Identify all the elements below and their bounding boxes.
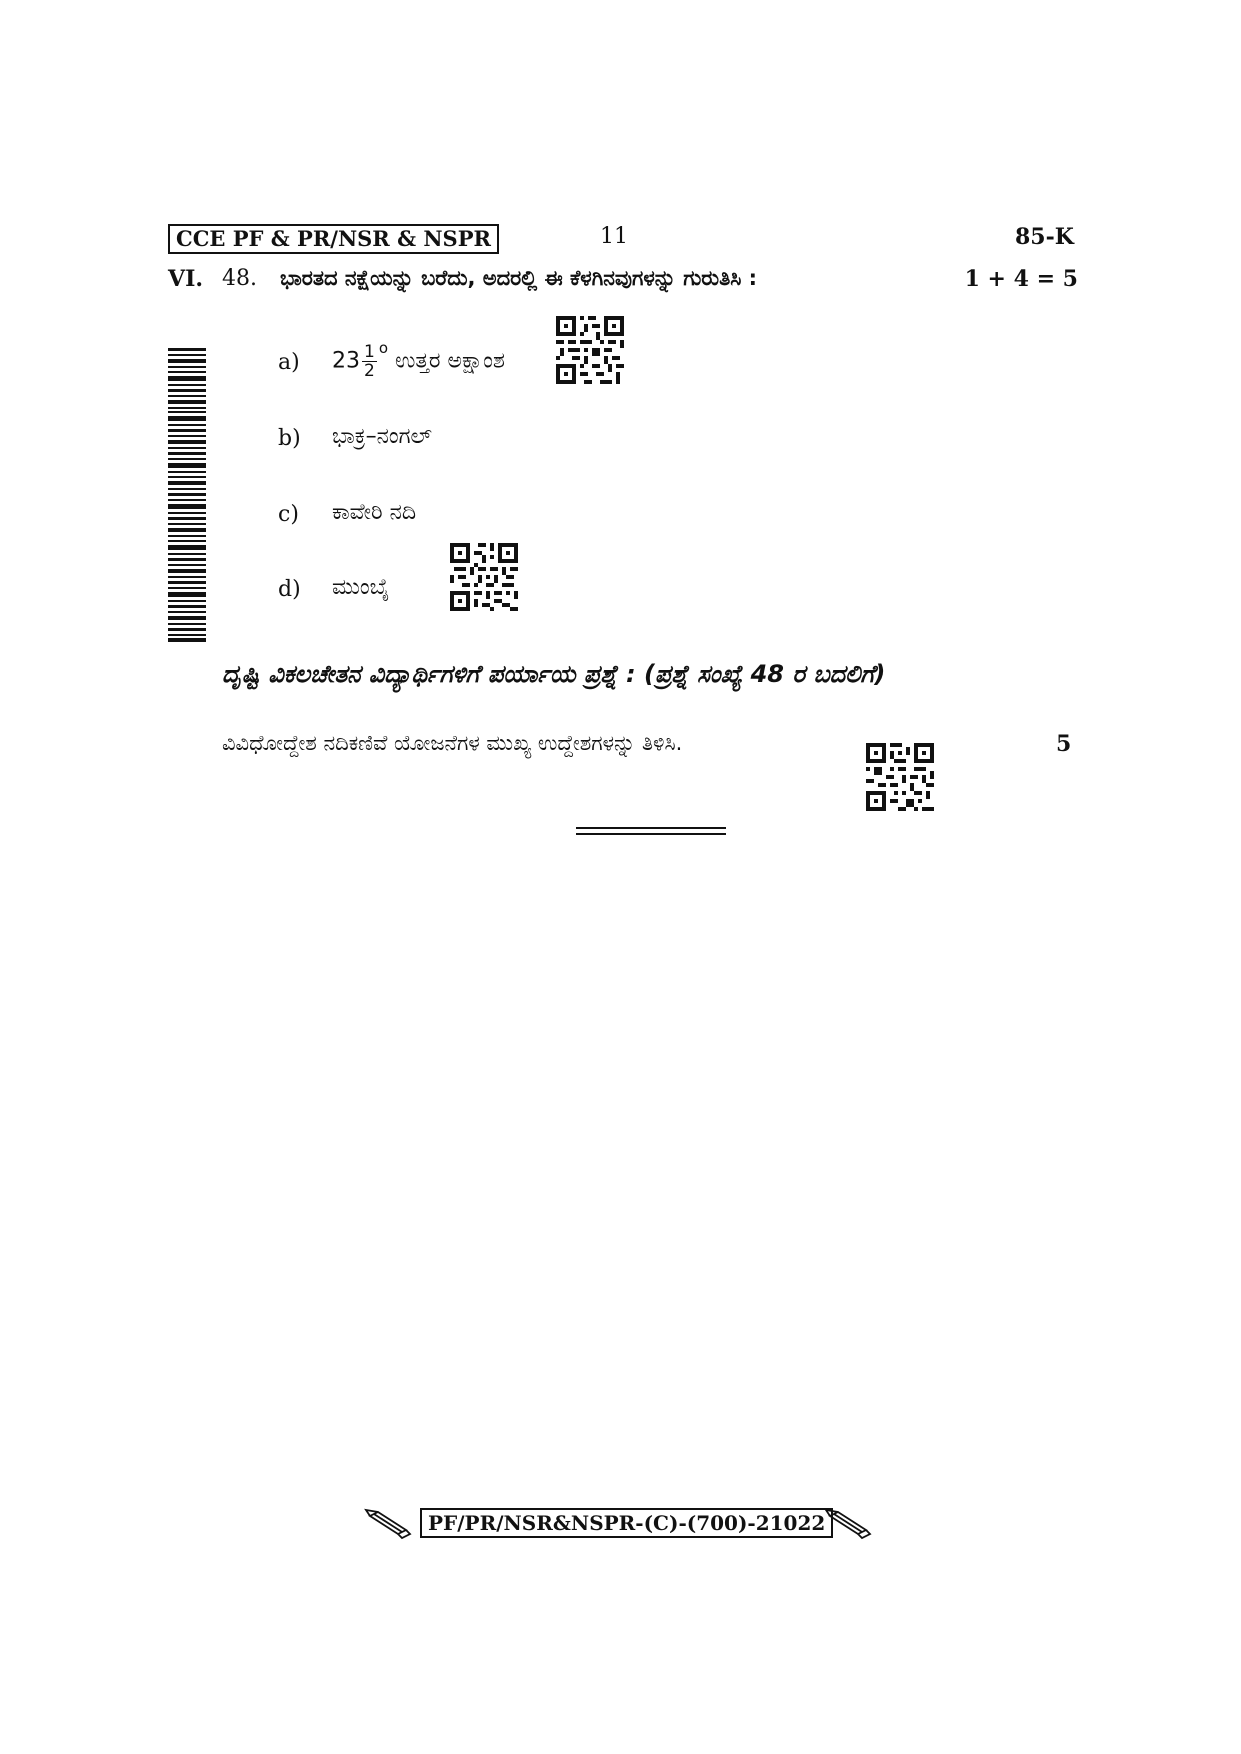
latitude-fraction: $\frac{1}{2}$ <box>364 342 375 381</box>
alternative-question-marks: 5 <box>1056 731 1072 757</box>
question-number: 48. <box>222 266 257 291</box>
qr-code-image <box>866 743 934 811</box>
question-marks: 1 + 4 = 5 <box>964 266 1078 292</box>
section-number: VI. <box>168 266 204 292</box>
pencil-icon <box>824 1504 872 1540</box>
degree-symbol: o <box>378 339 389 358</box>
option-c-label: c) <box>278 502 299 527</box>
qr-code-image <box>556 316 624 384</box>
option-a-text <box>332 339 505 381</box>
question-48 <box>168 266 1078 296</box>
footer-code-box: PF/PR/NSR&NSPR-(C)-(700)-21022 <box>420 1508 833 1538</box>
question-text: ಭಾರತದ ನಕ್ಷೆಯನ್ನು ಬರೆದು, ಅದರಲ್ಲಿ ಈ ಕೆಳಗಿನವುಗಳನ್ನು ಗುರುತಿಸಿ : <box>280 266 758 290</box>
pencil-icon <box>364 1504 412 1540</box>
barcode-image <box>168 348 206 642</box>
page-number: 11 <box>600 224 628 249</box>
paper-code: 85-K <box>1015 224 1074 250</box>
option-a-label: a) <box>278 350 300 375</box>
option-c-text: ಕಾವೇರಿ ನದಿ <box>332 500 417 525</box>
option-b-label: b) <box>278 426 301 451</box>
qr-code-image <box>450 543 518 611</box>
exam-name-box: CCE PF & PR/NSR & NSPR <box>168 224 499 254</box>
alternative-question-text: ವಿವಿಧೋದ್ದೇಶ ನದಿಕಣಿವೆ ಯೋಜನೆಗಳ ಮುಖ್ಯ ಉದ್ದೇಶಗಳನ್ನು ತಿಳಿಸಿ. <box>222 731 683 755</box>
end-rule-top <box>576 827 726 829</box>
option-a-description: ಉತ್ತರ ಅಕ್ಷಾಂಶ <box>395 348 505 374</box>
alternative-question-heading: ದೃಷ್ಟಿ ವಿಕಲಚೇತನ ವಿದ್ಯಾರ್ಥಿಗಳಿಗೆ ಪರ್ಯಾಯ ಪ್ರಶ್ನೆ : (ಪ್ರಶ್ನೆ ಸಂಖ್ಯೆ 48 ರ ಬದಲಿಗೆ) <box>222 660 886 688</box>
option-d-text: ಮುಂಬೈ <box>332 575 390 600</box>
option-d-label: d) <box>278 577 301 602</box>
latitude-whole: 23 <box>332 348 360 374</box>
option-b-text: ಭಾಕ್ರ–ನಂಗಲ್ <box>332 424 432 449</box>
end-rule-bottom <box>576 833 726 835</box>
